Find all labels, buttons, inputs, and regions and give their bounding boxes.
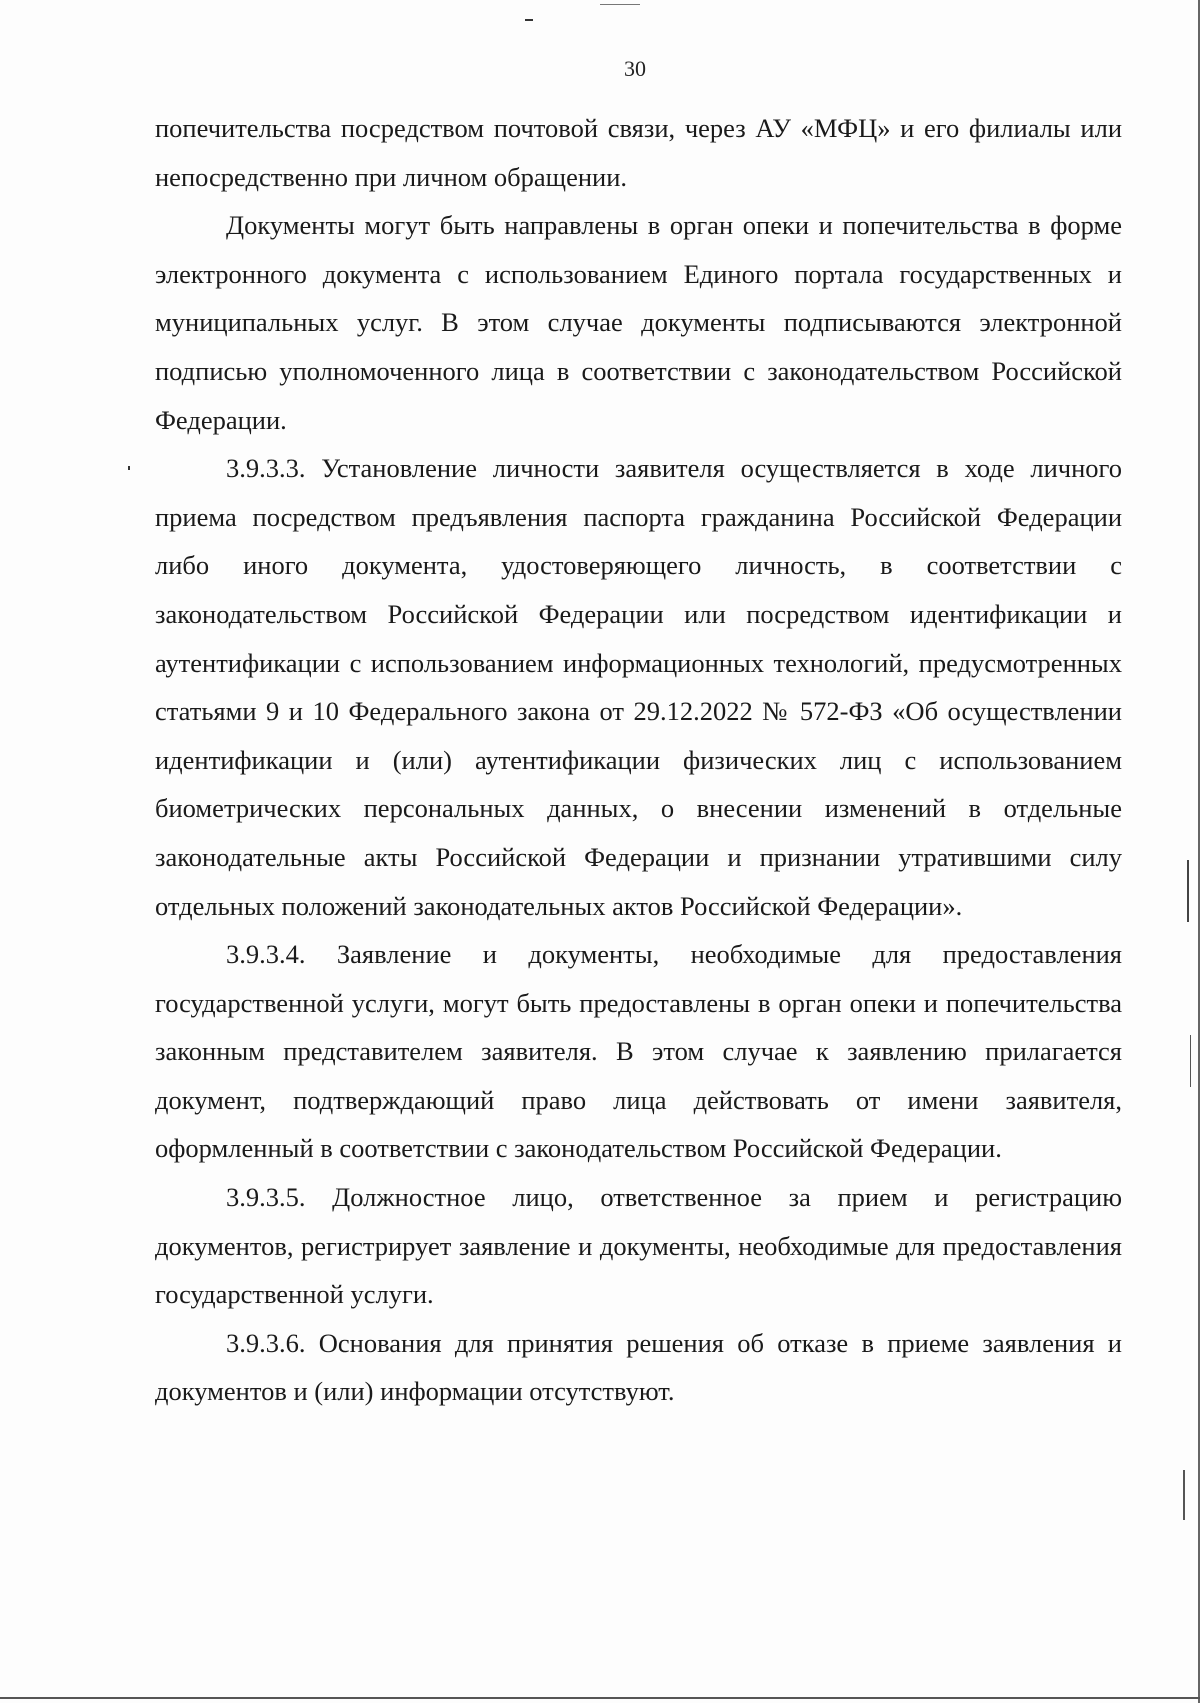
scan-artifact-left — [128, 466, 130, 470]
scan-artifact-top — [525, 19, 533, 21]
paragraph-2: Документы могут быть направлены в орган опеки и попечительства в форме электронного документа с использованием Единого портала государственных и муниципальных услуг. В этом случае документы подписываются электронной подписью уполномоченного лица в соответствии с законодательством Российской Федерации. — [155, 210, 1122, 435]
scan-artifact-top-right — [600, 4, 640, 5]
page-number: 30 — [624, 56, 646, 81]
scan-artifact-right-2 — [1190, 1035, 1191, 1087]
scan-artifact-right-3 — [1183, 1470, 1185, 1520]
paragraph-3-9-3-6: 3.9.3.6. Основания для принятия решения об отказе в приеме заявления и документов и (или) информации отсутствуют. — [155, 1327, 1122, 1407]
page-edge-bottom — [0, 1697, 1200, 1699]
paragraph-3-9-3-5: 3.9.3.5. Должностное лицо, ответственное за прием и регистрацию документов, регистрирует заявление и документы, необходимые для предоставления государственной услуги. — [155, 1182, 1122, 1310]
scan-artifact-right-1 — [1187, 860, 1189, 922]
paragraph-3-9-3-4: 3.9.3.4. Заявление и документы, необходимые для предоставления государственной услуги, могут быть предоставлены в орган опеки и попечительства законным представителем заявителя. В этом случае к заявлению прилагается документ, подтверждающий право лица действовать от имени заявителя, оформленный в соответствии с законодательством Российской Федерации. — [155, 939, 1122, 1164]
document-body — [155, 104, 1122, 1416]
paragraph-1: попечительства посредством почтовой связи, через АУ «МФЦ» и его филиалы или непосредственно при личном обращении. — [155, 113, 1122, 192]
paragraph-3-9-3-3: 3.9.3.3. Установление личности заявителя осуществляется в ходе личного приема посредством предъявления паспорта гражданина Российской Федерации либо иного документа, удостоверяющего личность, в соответствии с законодательством Российской Федерации или посредством идентификации и аутентификации с использованием информационных технологий, предусмотренных статьями 9 и 10 Федерального закона от 29.12.2022 № 572-ФЗ «Об осуществлении идентификации и (или) аутентификации физических лиц с использованием биометрических персональных данных, о внесении изменений в отдельные законодательные акты Российской Федерации и признании утратившими силу отдельных положений законодательных актов Российской Федерации». — [155, 453, 1122, 921]
